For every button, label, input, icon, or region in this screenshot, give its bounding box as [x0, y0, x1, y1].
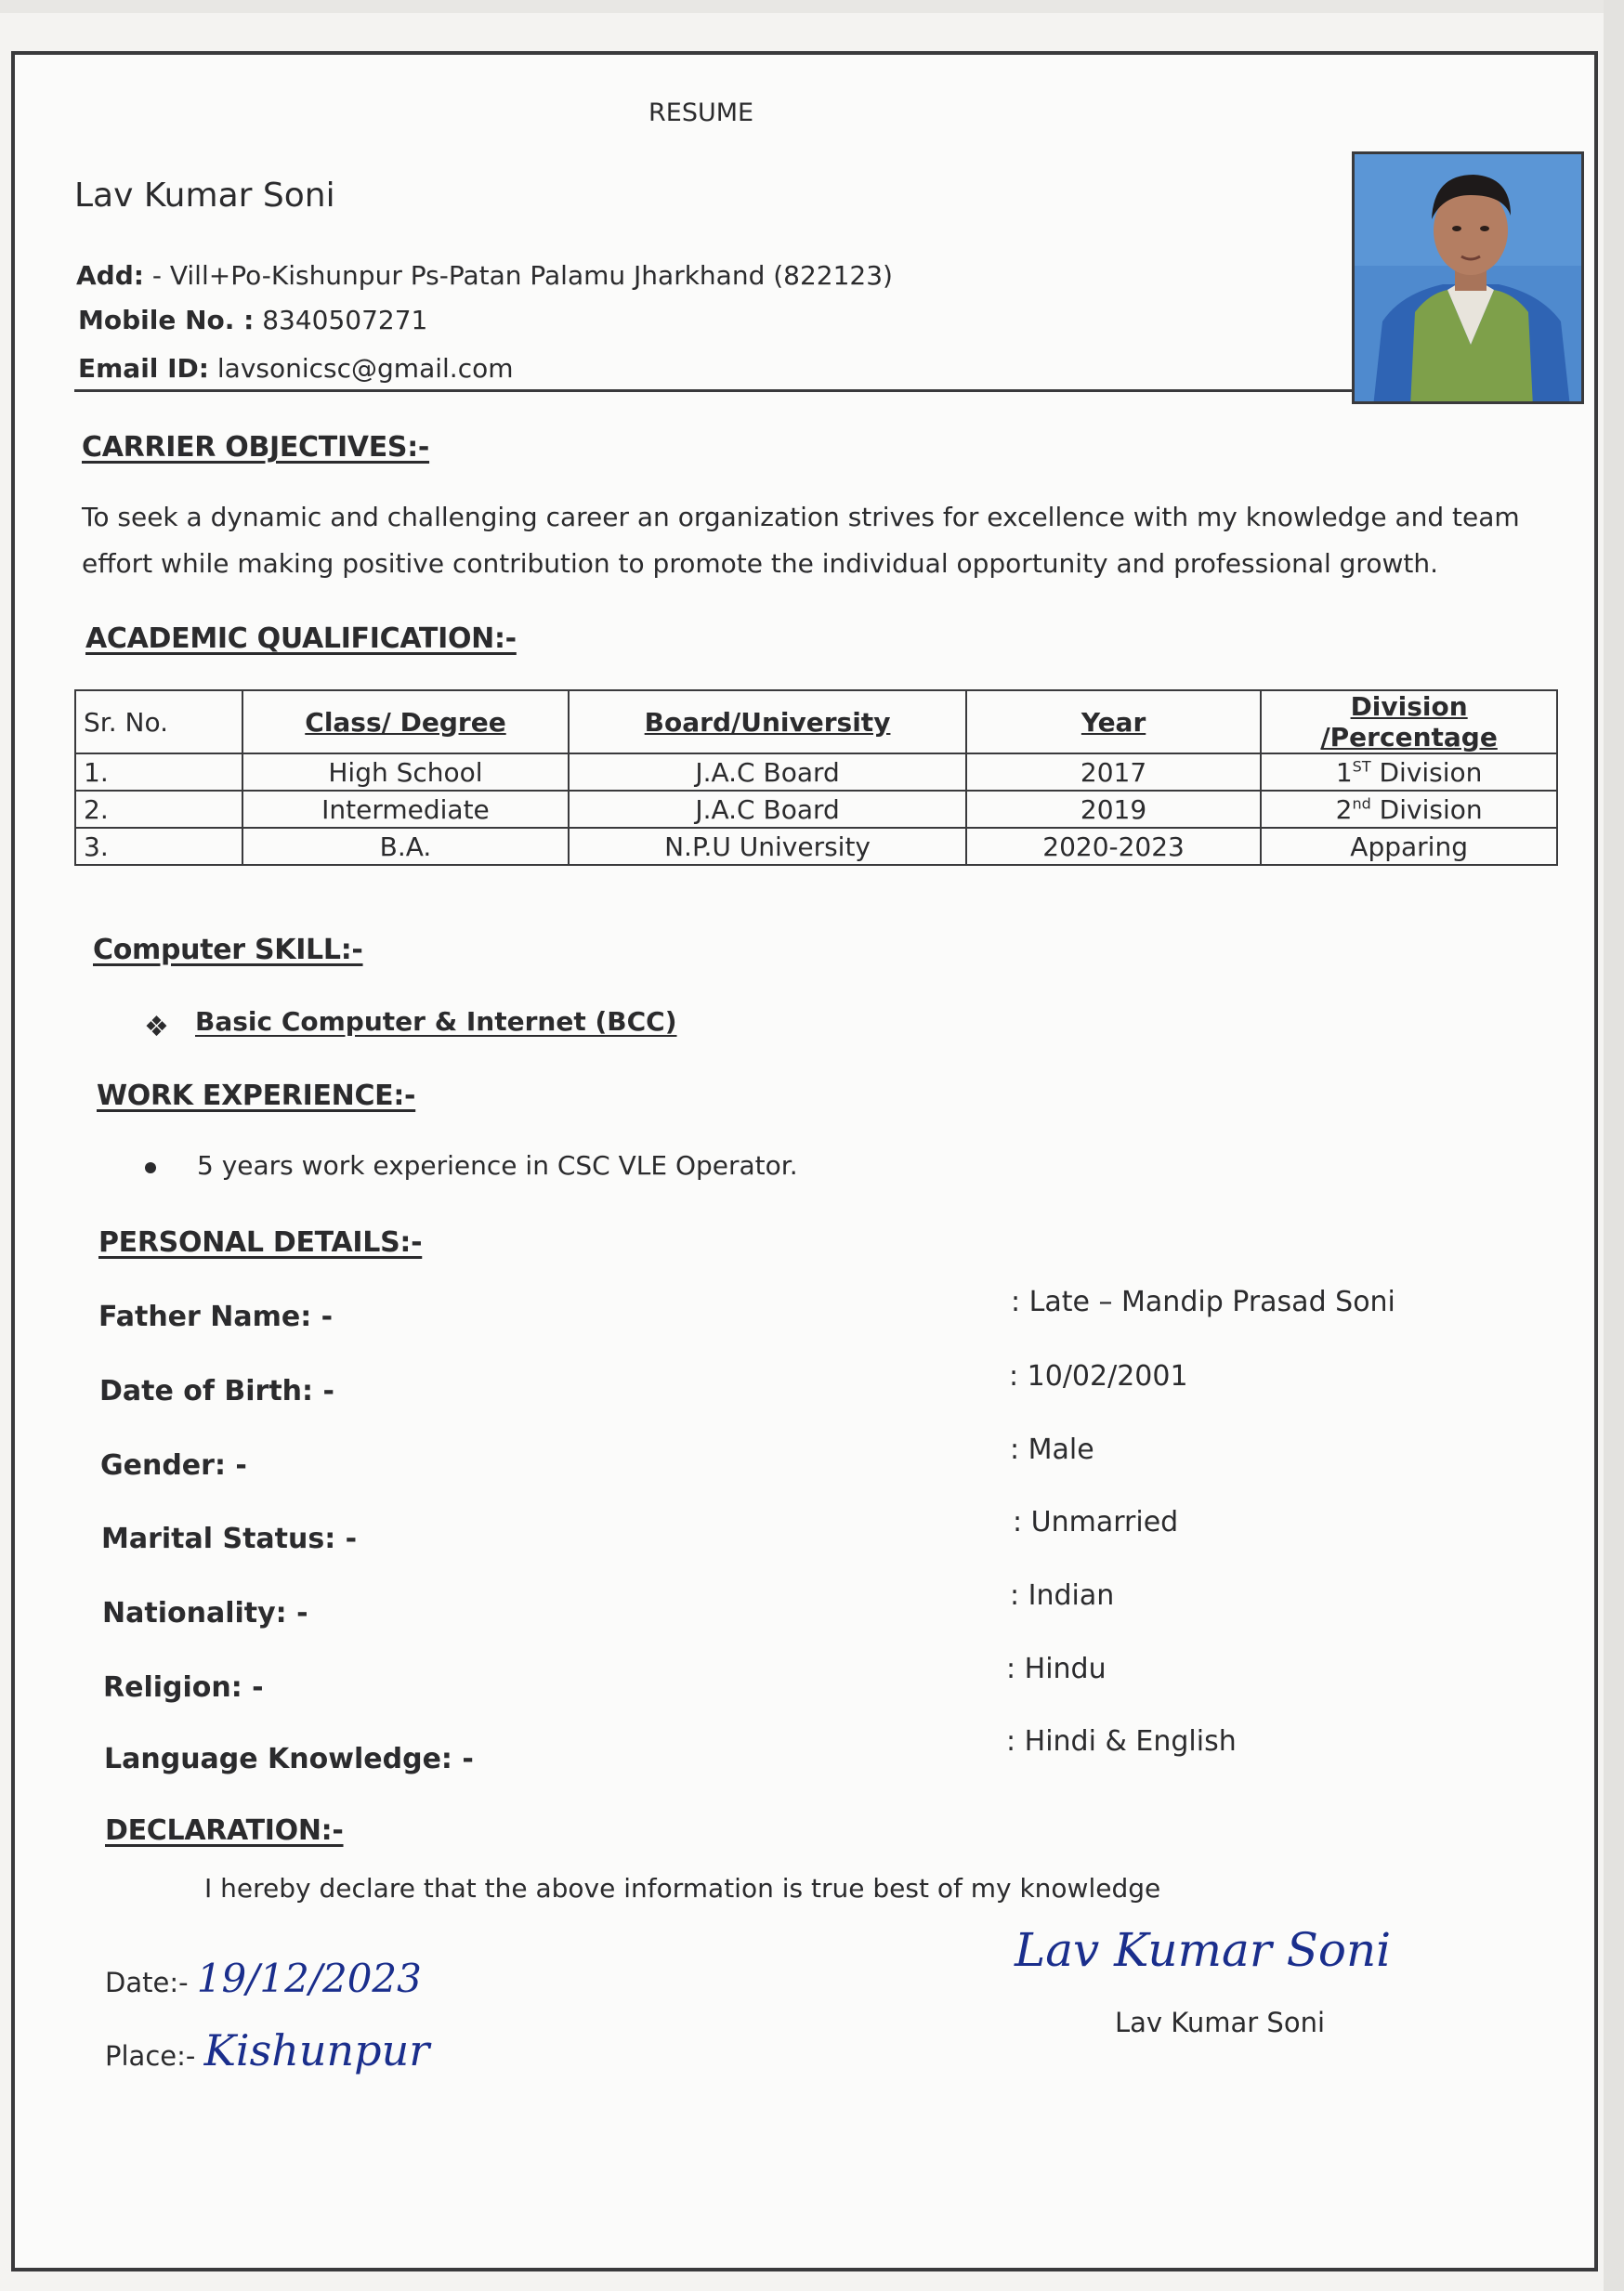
table-cell: B.A.	[242, 828, 570, 865]
email-label: Email ID:	[78, 353, 209, 384]
table-row	[75, 828, 1557, 865]
table-cell: 2020-2023	[966, 828, 1261, 865]
declaration-heading: DECLARATION:-	[105, 1814, 344, 1847]
person-portrait-icon	[1355, 154, 1584, 404]
personal-label-nationality: Nationality: -	[102, 1597, 308, 1630]
table-cell: J.A.C Board	[569, 791, 966, 828]
personal-value-language: : Hindi & English	[1006, 1725, 1237, 1758]
academic-table	[74, 689, 1558, 866]
personal-value-gender: : Male	[1010, 1434, 1094, 1466]
scan-top-edge	[0, 0, 1624, 13]
document-title: RESUME	[648, 98, 754, 127]
personal-label-father: Father Name: -	[98, 1301, 334, 1333]
date-label: Date:-	[105, 1967, 189, 1998]
mobile-value: 8340507271	[254, 305, 428, 335]
column-header: Division /Percentage	[1261, 690, 1557, 753]
place-line	[105, 2025, 429, 2075]
table-cell: 2.	[75, 791, 242, 828]
personal-value-religion: : Hindu	[1006, 1653, 1107, 1685]
skill-item: Basic Computer & Internet (BCC)	[195, 1006, 677, 1037]
address-value: - Vill+Po-Kishunpur Ps-Patan Palamu Jharkhand (822123)	[143, 260, 893, 291]
objective-heading: CARRIER OBJECTIVES:-	[82, 431, 430, 464]
experience-heading: WORK EXPERIENCE:-	[97, 1080, 416, 1112]
personal-label-marital: Marital Status: -	[101, 1523, 358, 1555]
division-number: 1	[1335, 756, 1353, 788]
candidate-name: Lav Kumar Soni	[74, 177, 335, 215]
academic-heading: ACADEMIC QUALIFICATION:-	[85, 622, 517, 655]
division-text: Division	[1370, 793, 1483, 825]
objective-text: To seek a dynamic and challenging career an organization strives for excellence with my knowledge and team effort while making positive contribution to promote the individual opportunity and professional growth.	[82, 502, 1520, 579]
handwritten-signature: Lav Kumar Soni	[1015, 1923, 1392, 1977]
declaration-text: I hereby declare that the above information is true best of my knowledge	[204, 1873, 1161, 1904]
mobile-line	[78, 305, 427, 335]
column-header: Year	[966, 690, 1261, 753]
mobile-label: Mobile No. :	[78, 305, 255, 335]
bullet-dot-icon	[145, 1162, 156, 1173]
table-cell	[1261, 791, 1557, 828]
skills-heading: Computer SKILL:-	[93, 934, 363, 966]
handwritten-place: Kishunpur	[203, 2025, 430, 2075]
personal-label-religion: Religion: -	[103, 1671, 264, 1704]
scan-right-edge	[1604, 0, 1624, 2291]
table-cell	[1261, 753, 1557, 791]
division-suffix: ST	[1352, 757, 1371, 776]
division-text: Division	[1370, 756, 1483, 788]
table-cell: Intermediate	[242, 791, 570, 828]
address-label: Add:	[76, 260, 144, 291]
handwritten-date: 19/12/2023	[196, 1956, 422, 2001]
experience-item: 5 years work experience in CSC VLE Operator.	[197, 1150, 798, 1181]
column-header: Sr. No.	[75, 690, 242, 753]
personal-value-dob: : 10/02/2001	[1009, 1360, 1188, 1393]
email-line	[78, 353, 514, 384]
table-cell	[1261, 828, 1557, 865]
table-row	[75, 753, 1557, 791]
table-cell: 1.	[75, 753, 242, 791]
personal-label-dob: Date of Birth: -	[99, 1375, 334, 1407]
personal-value-father: : Late – Mandip Prasad Soni	[1011, 1286, 1395, 1318]
table-cell: J.A.C Board	[569, 753, 966, 791]
table-header-row	[75, 690, 1557, 753]
date-line	[105, 1956, 422, 2001]
table-cell: 2019	[966, 791, 1261, 828]
personal-label-gender: Gender: -	[100, 1449, 247, 1482]
personal-value-nationality: : Indian	[1010, 1579, 1115, 1612]
place-label: Place:-	[105, 2040, 196, 2072]
division-suffix: nd	[1352, 794, 1371, 813]
table-cell: 2017	[966, 753, 1261, 791]
personal-label-language: Language Knowledge: -	[104, 1743, 474, 1775]
personal-value-marital: : Unmarried	[1013, 1506, 1179, 1538]
division-number: Apparing	[1350, 831, 1468, 862]
table-cell: N.P.U University	[569, 828, 966, 865]
header-divider	[74, 389, 1354, 392]
table-row	[75, 791, 1557, 828]
signer-name: Lav Kumar Soni	[1115, 2007, 1326, 2038]
table-cell: 3.	[75, 828, 242, 865]
address-line	[76, 260, 893, 291]
column-header: Board/University	[569, 690, 966, 753]
personal-heading: PERSONAL DETAILS:-	[98, 1226, 423, 1259]
email-value: lavsonicsc@gmail.com	[209, 353, 514, 384]
table-cell: High School	[242, 753, 570, 791]
diamond-bullet-icon: ❖	[144, 1011, 169, 1043]
profile-photo	[1352, 151, 1584, 404]
division-number: 2	[1335, 793, 1353, 825]
column-header: Class/ Degree	[242, 690, 570, 753]
